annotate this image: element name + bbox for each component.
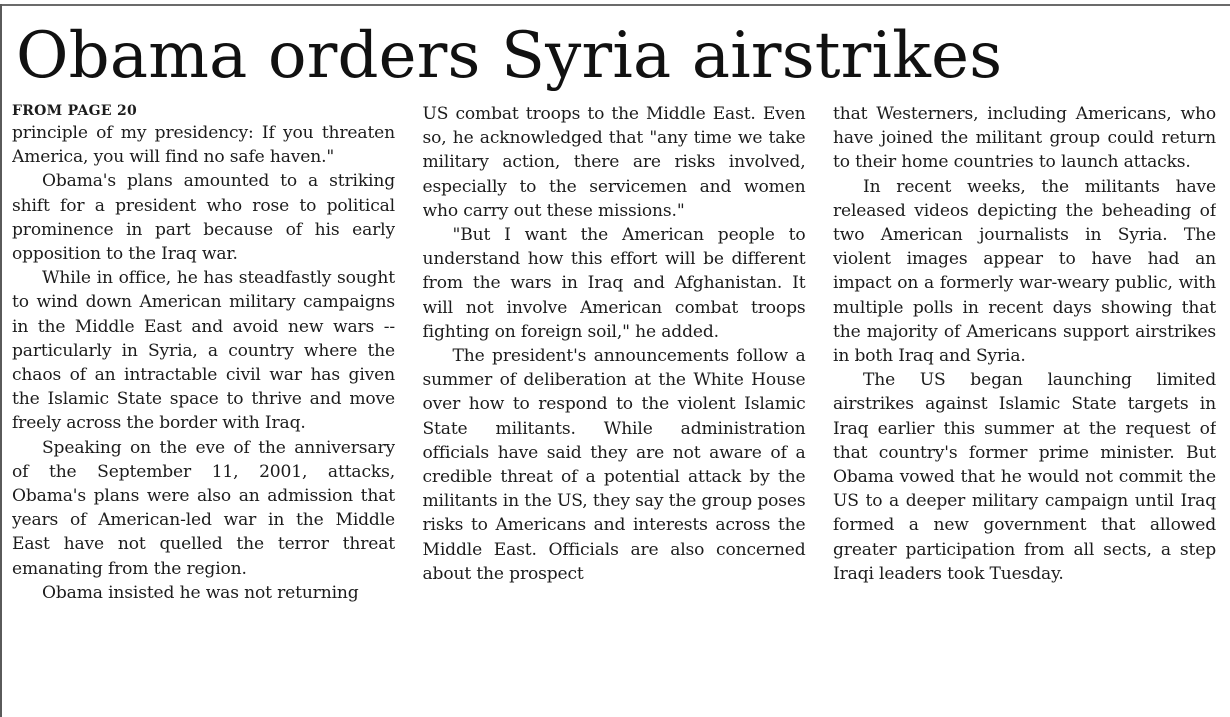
paragraph: In recent weeks, the militants have released videos depicting the beheading of two American journalists in Syria. The violent images appear to have had an impact on a formerly war-weary public, with multiple polls in recent days showing that the majority of Americans support airstrikes in both Iraq and Syria. <box>833 176 1216 367</box>
paragraph: "But I want the American people to understand how this effort will be different from the wars in Iraq and Afghanistan. It will not involve American combat troops fighting on foreign soil," he added. <box>422 225 806 342</box>
paragraph: Obama's plans amounted to a striking shift for a president who rose to political prominence in part because of his early opposition to the Iraq war. <box>12 171 395 265</box>
column-3 <box>833 102 1216 717</box>
paragraph: US combat troops to the Middle East. Even so, he acknowledged that "any time we take military action, there are risks involved, especially to the servicemen and women who carry out these missions." <box>422 104 806 221</box>
paragraph: that Westerners, including Americans, who have joined the militant group could return to their home countries to launch attacks. <box>833 104 1216 173</box>
jump-line: FROM PAGE 20 <box>12 103 138 119</box>
paragraph: The US began launching limited airstrikes against Islamic State targets in Iraq earlier this summer at the request of that country's former prime minister. But Obama vowed that he would not commit the US to a deeper military campaign until Iraq formed a new government that allowed greater participation from all sects, a step Iraqi leaders took Tuesday. <box>833 370 1216 584</box>
paragraph: While in office, he has steadfastly sought to wind down American military campaigns in the Middle East and avoid new wars -- particularly in Syria, a country where the chaos of an intractable civil war has given the Islamic State space to thrive and move freely across the border with Iraq. <box>12 268 395 434</box>
article-columns <box>12 102 1216 717</box>
column-2 <box>423 102 806 717</box>
paragraph: The president's announcements follow a summer of deliberation at the White House over how to respond to the violent Islamic State militants. While administration officials have said they are not aware of a credible threat of a potential attack by the militants in the US, they say the group poses risks to Americans and interests across the Middle East. Officials are also concerned about the prospect <box>422 346 806 584</box>
paragraph: principle of my presidency: If you threaten America, you will find no safe haven." <box>12 123 395 168</box>
left-border <box>0 4 2 717</box>
headline: Obama orders Syria airstrikes <box>16 19 1003 93</box>
paragraph: Obama insisted he was not returning <box>42 582 359 603</box>
paragraph: Speaking on the eve of the anniversary of the September 11, 2001, attacks, Obama's plans were also an admission that years of American-led war in the Middle East have not quelled the terror threat emanating from the region. <box>12 437 395 579</box>
top-rule <box>0 4 1230 6</box>
column-1 <box>12 102 395 717</box>
